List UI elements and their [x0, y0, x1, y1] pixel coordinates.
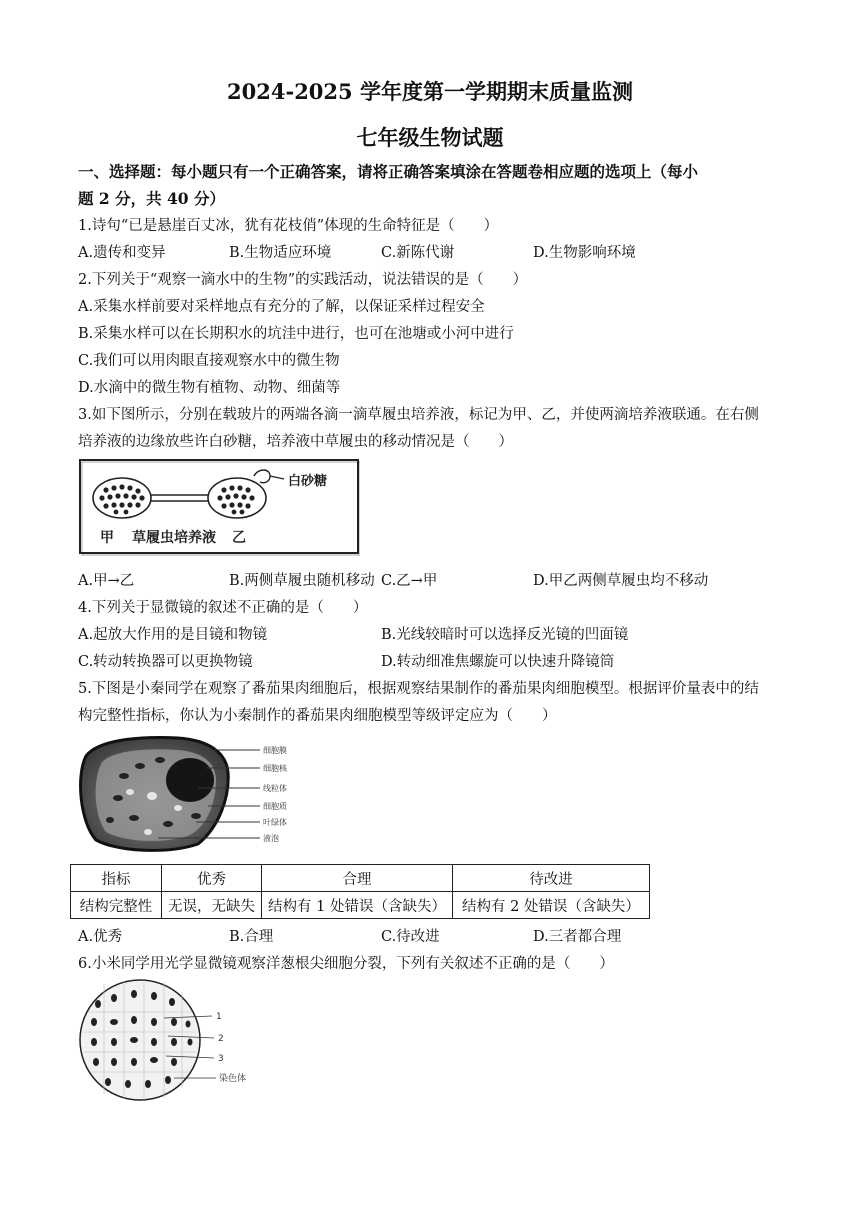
label-nucleus: 细胞核 [263, 764, 287, 773]
q1-stem: 1.诗句“已是悬崖百丈冰，犹有花枝俏”体现的生命特征是（ ） [78, 218, 499, 234]
q5-stem: 5.下图是小秦同学在观察了番茄果肉细胞后，根据观察结果制作的番茄果肉细胞模型。根据评价量表中的结 [78, 681, 759, 697]
q1-option-b: B.生物适应环境 [229, 245, 332, 261]
paramecium-slide-figure [78, 458, 360, 556]
q5-option-a: A.优秀 [78, 929, 123, 945]
table-header-cell: 指标 [71, 865, 162, 892]
q5-option-c: C.待改进 [381, 929, 440, 945]
label-yi: 乙 [232, 530, 246, 546]
label-cytoplasm: 细胞质 [263, 802, 287, 811]
onion-root-tip-figure [78, 978, 258, 1102]
label-cell-membrane: 细胞膜 [263, 746, 287, 755]
label-chromosome: 染色体 [219, 1074, 247, 1084]
table-cell: 无误，无缺失 [162, 892, 262, 919]
table-row [71, 892, 650, 919]
table-header-cell: 优秀 [162, 865, 262, 892]
exam-subtitle: 七年级生物试题 [356, 125, 504, 150]
q5-stem-cont: 构完整性指标，你认为小秦制作的番茄果肉细胞模型等级评定应为（ ） [78, 708, 557, 724]
q5-option-d: D.三者都合理 [533, 929, 622, 945]
q4-option-b: B.光线较暗时可以选择反光镜的凹面镜 [381, 627, 629, 643]
table-cell: 结构完整性 [71, 892, 162, 919]
tomato-cell-model-figure [78, 736, 310, 852]
table-header-cell: 合理 [262, 865, 453, 892]
q5-option-b: B.合理 [229, 929, 274, 945]
q4-stem: 4.下列关于显微镜的叙述不正确的是（ ） [78, 600, 368, 616]
q3-option-c: C.乙→甲 [381, 573, 438, 589]
label-2: 2 [218, 1034, 224, 1044]
table-header-cell: 待改进 [452, 865, 649, 892]
q2-stem: 2.下列关于“观察一滴水中的生物”的实践活动，说法错误的是（ ） [78, 272, 528, 288]
table-cell: 结构有 2 处错误（含缺失） [452, 892, 649, 919]
label-sugar: 白砂糖 [288, 474, 328, 489]
q3-stem: 3.如下图所示，分别在载玻片的两端各滴一滴草履虫培养液，标记为甲、乙，并使两滴培养液联通。在右侧 [78, 407, 759, 423]
section-heading-cont: 题 2 分，共 40 分） [78, 189, 225, 208]
q2-option-b: B.采集水样可以在长期积水的坑洼中进行，也可在池塘或小河中进行 [78, 326, 514, 342]
evaluation-table [70, 864, 650, 919]
q3-option-d: D.甲乙两侧草履虫均不移动 [533, 573, 709, 589]
q4-option-c: C.转动转换器可以更换物镜 [78, 654, 253, 670]
label-3: 3 [218, 1054, 224, 1064]
label-jia: 甲 [100, 530, 114, 546]
q2-option-d: D.水滴中的微生物有植物、动物、细菌等 [78, 380, 341, 396]
q4-option-a: A.起放大作用的是目镜和物镜 [78, 627, 268, 643]
label-vacuole: 液泡 [263, 834, 279, 843]
label-mitochondria: 线粒体 [263, 784, 287, 793]
label-culture: 草履虫培养液 [132, 530, 216, 546]
label-chloroplast: 叶绿体 [263, 818, 287, 827]
q6-stem: 6.小米同学用光学显微镜观察洋葱根尖细胞分裂，下列有关叙述不正确的是（ ） [78, 956, 614, 972]
section-heading: 一、选择题：每小题只有一个正确答案，请将正确答案填涂在答题卷相应题的选项上（每小 [78, 162, 699, 181]
q1-option-a: A.遗传和变异 [78, 245, 166, 261]
label-1: 1 [216, 1012, 222, 1022]
q3-option-b: B.两侧草履虫随机移动 [229, 573, 375, 589]
q2-option-c: C.我们可以用肉眼直接观察水中的微生物 [78, 353, 340, 369]
q2-option-a: A.采集水样前要对采样地点有充分的了解，以保证采样过程安全 [78, 299, 485, 315]
q3-option-a: A.甲→乙 [78, 573, 135, 589]
q4-option-d: D.转动细准焦螺旋可以快速升降镜筒 [381, 654, 615, 670]
table-cell: 结构有 1 处错误（含缺失） [262, 892, 453, 919]
q1-option-c: C.新陈代谢 [381, 245, 455, 261]
q3-stem-cont: 培养液的边缘放些许白砂糖，培养液中草履虫的移动情况是（ ） [78, 434, 513, 450]
table-header-row [71, 865, 650, 892]
q1-option-d: D.生物影响环境 [533, 245, 636, 261]
exam-title: 2024-2025 学年度第一学期期末质量监测 [227, 79, 633, 104]
